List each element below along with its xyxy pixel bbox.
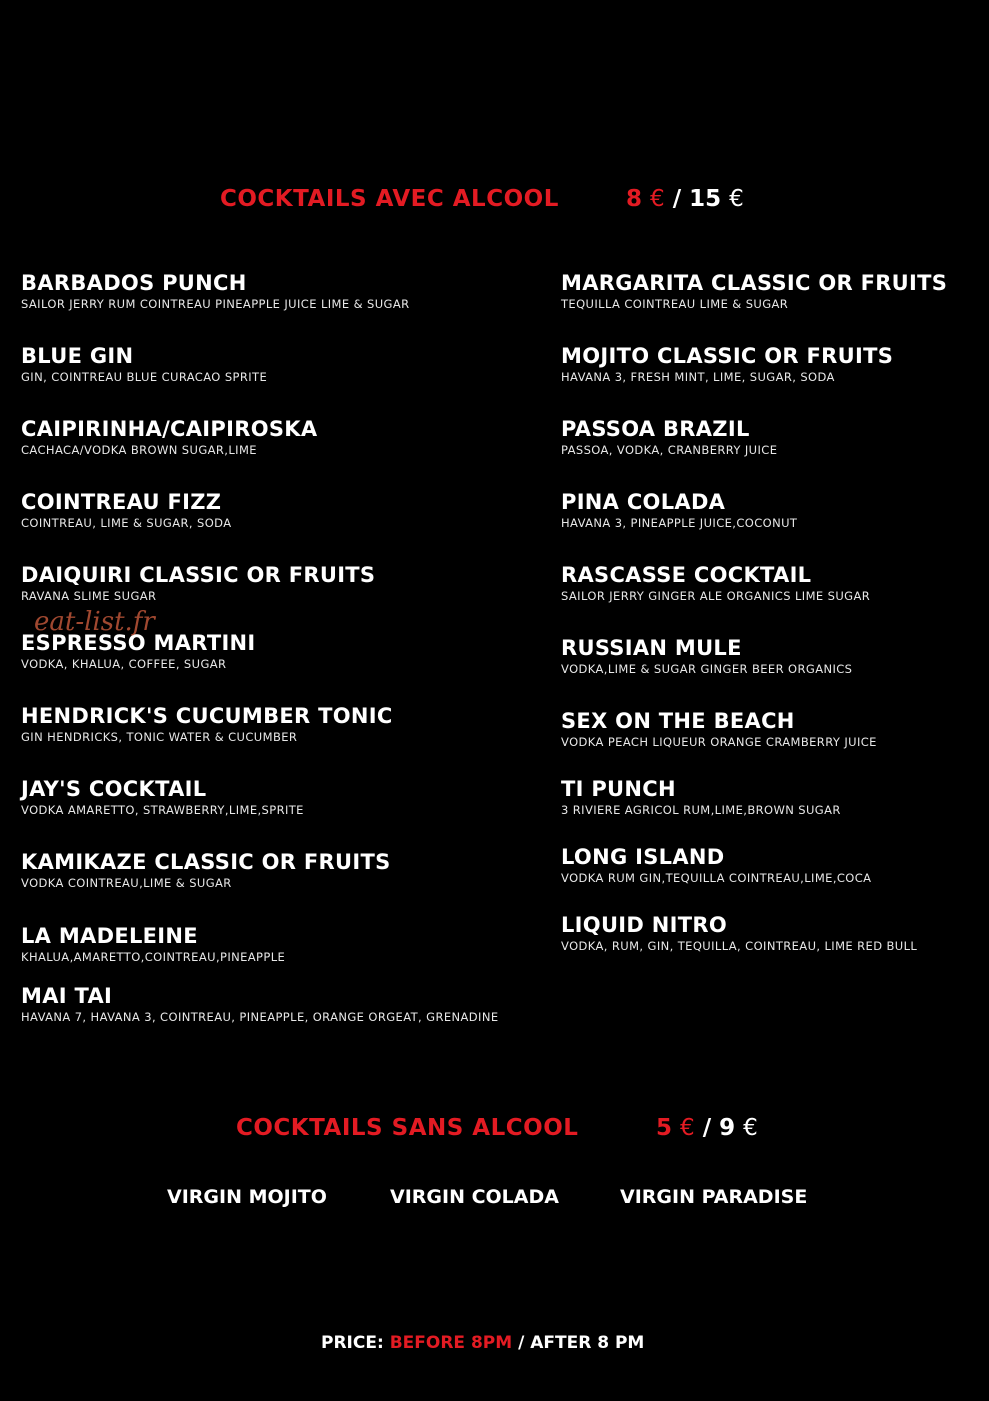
section-header-alcool: [220, 186, 744, 212]
section-title-alcool: COCKTAILS AVEC ALCOOL: [220, 186, 559, 212]
cocktail-ingredients: 3 RIVIERE AGRICOL RUM,LIME,BROWN SUGAR: [561, 803, 841, 817]
cocktail-ingredients: COINTREAU, LIME & SUGAR, SODA: [21, 516, 232, 530]
cocktail-name: LIQUID NITRO: [561, 913, 727, 937]
cocktail-item: [21, 776, 304, 818]
virgin-item: VIRGIN PARADISE: [620, 1186, 808, 1208]
cocktail-item: [21, 849, 391, 891]
section-title-sans: COCKTAILS SANS ALCOOL: [236, 1115, 579, 1141]
price-separator: /: [702, 1115, 712, 1141]
cocktail-name: BARBADOS PUNCH: [21, 271, 247, 295]
cocktail-ingredients: SAILOR JERRY GINGER ALE ORGANICS LIME SUGAR: [561, 589, 871, 603]
cocktail-name: HENDRICK'S CUCUMBER TONIC: [21, 704, 393, 728]
cocktail-item: [561, 708, 877, 750]
cocktail-item: [561, 844, 871, 886]
price-before-currency: €: [650, 186, 665, 212]
price-sans: [656, 1115, 758, 1141]
price-after-value: 15: [689, 186, 722, 212]
cocktail-item: [21, 343, 267, 385]
cocktail-item: [561, 270, 947, 312]
cocktail-ingredients: GIN, COINTREAU BLUE CURACAO SPRITE: [21, 370, 268, 384]
price-after-currency: €: [729, 186, 744, 212]
price-before-currency: €: [680, 1115, 695, 1141]
cocktail-item: [21, 489, 232, 531]
virgin-item: VIRGIN MOJITO: [167, 1186, 327, 1208]
price-before-value: 8: [626, 186, 643, 212]
section-header-sans: [236, 1115, 758, 1141]
cocktail-name: LA MADELEINE: [21, 924, 198, 948]
cocktail-name: MOJITO CLASSIC OR FRUITS: [561, 344, 894, 368]
cocktail-ingredients: PASSOA, VODKA, CRANBERRY JUICE: [561, 443, 778, 457]
cocktail-name: PINA COLADA: [561, 490, 726, 514]
cocktail-name: LONG ISLAND: [561, 845, 725, 869]
cocktail-ingredients: GIN HENDRICKS, TONIC WATER & CUCUMBER: [21, 730, 298, 744]
footer-separator: /: [518, 1333, 525, 1353]
footer-before: BEFORE 8PM: [389, 1333, 513, 1353]
cocktail-ingredients: VODKA RUM GIN,TEQUILLA COINTREAU,LIME,COCA: [561, 871, 872, 885]
price-before-value: 5: [656, 1115, 673, 1141]
cocktail-name: BLUE GIN: [21, 344, 134, 368]
cocktail-name: TI PUNCH: [561, 777, 676, 801]
cocktail-item: [21, 562, 375, 604]
cocktail-name: RASCASSE COCKTAIL: [561, 563, 812, 587]
cocktail-ingredients: VODKA COINTREAU,LIME & SUGAR: [21, 876, 232, 890]
cocktail-item: [561, 635, 852, 677]
cocktail-ingredients: VODKA, RUM, GIN, TEQUILLA, COINTREAU, LIME RED BULL: [561, 939, 918, 953]
cocktail-ingredients: VODKA,LIME & SUGAR GINGER BEER ORGANICS: [561, 662, 853, 676]
price-after-value: 9: [719, 1115, 736, 1141]
cocktail-name: SEX ON THE BEACH: [561, 709, 795, 733]
cocktail-name: COINTREAU FIZZ: [21, 490, 222, 514]
cocktail-ingredients: CACHACA/VODKA BROWN SUGAR,LIME: [21, 443, 257, 457]
cocktail-ingredients: VODKA AMARETTO, STRAWBERRY,LIME,SPRITE: [21, 803, 304, 817]
cocktail-ingredients: HAVANA 3, FRESH MINT, LIME, SUGAR, SODA: [561, 370, 835, 384]
cocktail-ingredients: SAILOR JERRY RUM COINTREAU PINEAPPLE JUICE LIME & SUGAR: [21, 297, 410, 311]
price-after-currency: €: [743, 1115, 758, 1141]
footer-after: AFTER 8 PM: [530, 1333, 645, 1353]
cocktail-ingredients: HAVANA 3, PINEAPPLE JUICE,COCONUT: [561, 516, 798, 530]
price-footer: [321, 1333, 644, 1353]
cocktail-name: JAY'S COCKTAIL: [21, 777, 207, 801]
cocktail-item: [21, 923, 285, 965]
cocktail-item: [561, 562, 870, 604]
cocktail-item: [21, 983, 499, 1025]
cocktail-item: [561, 489, 797, 531]
cocktail-item: [561, 776, 841, 818]
cocktail-name: CAIPIRINHA/CAIPIROSKA: [21, 417, 318, 441]
cocktail-item: [21, 270, 410, 312]
cocktail-ingredients: RAVANA SLIME SUGAR: [21, 589, 157, 603]
cocktail-name: PASSOA BRAZIL: [561, 417, 750, 441]
footer-label: PRICE:: [321, 1333, 384, 1353]
cocktail-name: MAI TAI: [21, 984, 113, 1008]
cocktail-ingredients: KHALUA,AMARETTO,COINTREAU,PINEAPPLE: [21, 950, 286, 964]
watermark: eat-list.fr: [34, 607, 155, 637]
cocktail-item: [561, 912, 917, 954]
cocktail-name: RUSSIAN MULE: [561, 636, 742, 660]
cocktail-name: KAMIKAZE CLASSIC OR FRUITS: [21, 850, 391, 874]
cocktail-item: [21, 703, 393, 745]
virgin-item: VIRGIN COLADA: [390, 1186, 559, 1208]
cocktail-ingredients: HAVANA 7, HAVANA 3, COINTREAU, PINEAPPLE, ORANGE ORGEAT, GRENADINE: [21, 1010, 499, 1024]
cocktail-item: [21, 416, 317, 458]
cocktail-item: [561, 343, 893, 385]
price-alcool: [626, 186, 744, 212]
cocktail-item: [561, 416, 777, 458]
cocktail-name: MARGARITA CLASSIC OR FRUITS: [561, 271, 948, 295]
cocktail-name: DAIQUIRI CLASSIC OR FRUITS: [21, 563, 376, 587]
price-separator: /: [672, 186, 682, 212]
cocktail-ingredients: VODKA, KHALUA, COFFEE, SUGAR: [21, 657, 227, 671]
cocktail-name: ESPRESSO MARTINI: [21, 631, 256, 655]
cocktail-ingredients: TEQUILLA COINTREAU LIME & SUGAR: [561, 297, 789, 311]
cocktail-ingredients: VODKA PEACH LIQUEUR ORANGE CRAMBERRY JUICE: [561, 735, 877, 749]
